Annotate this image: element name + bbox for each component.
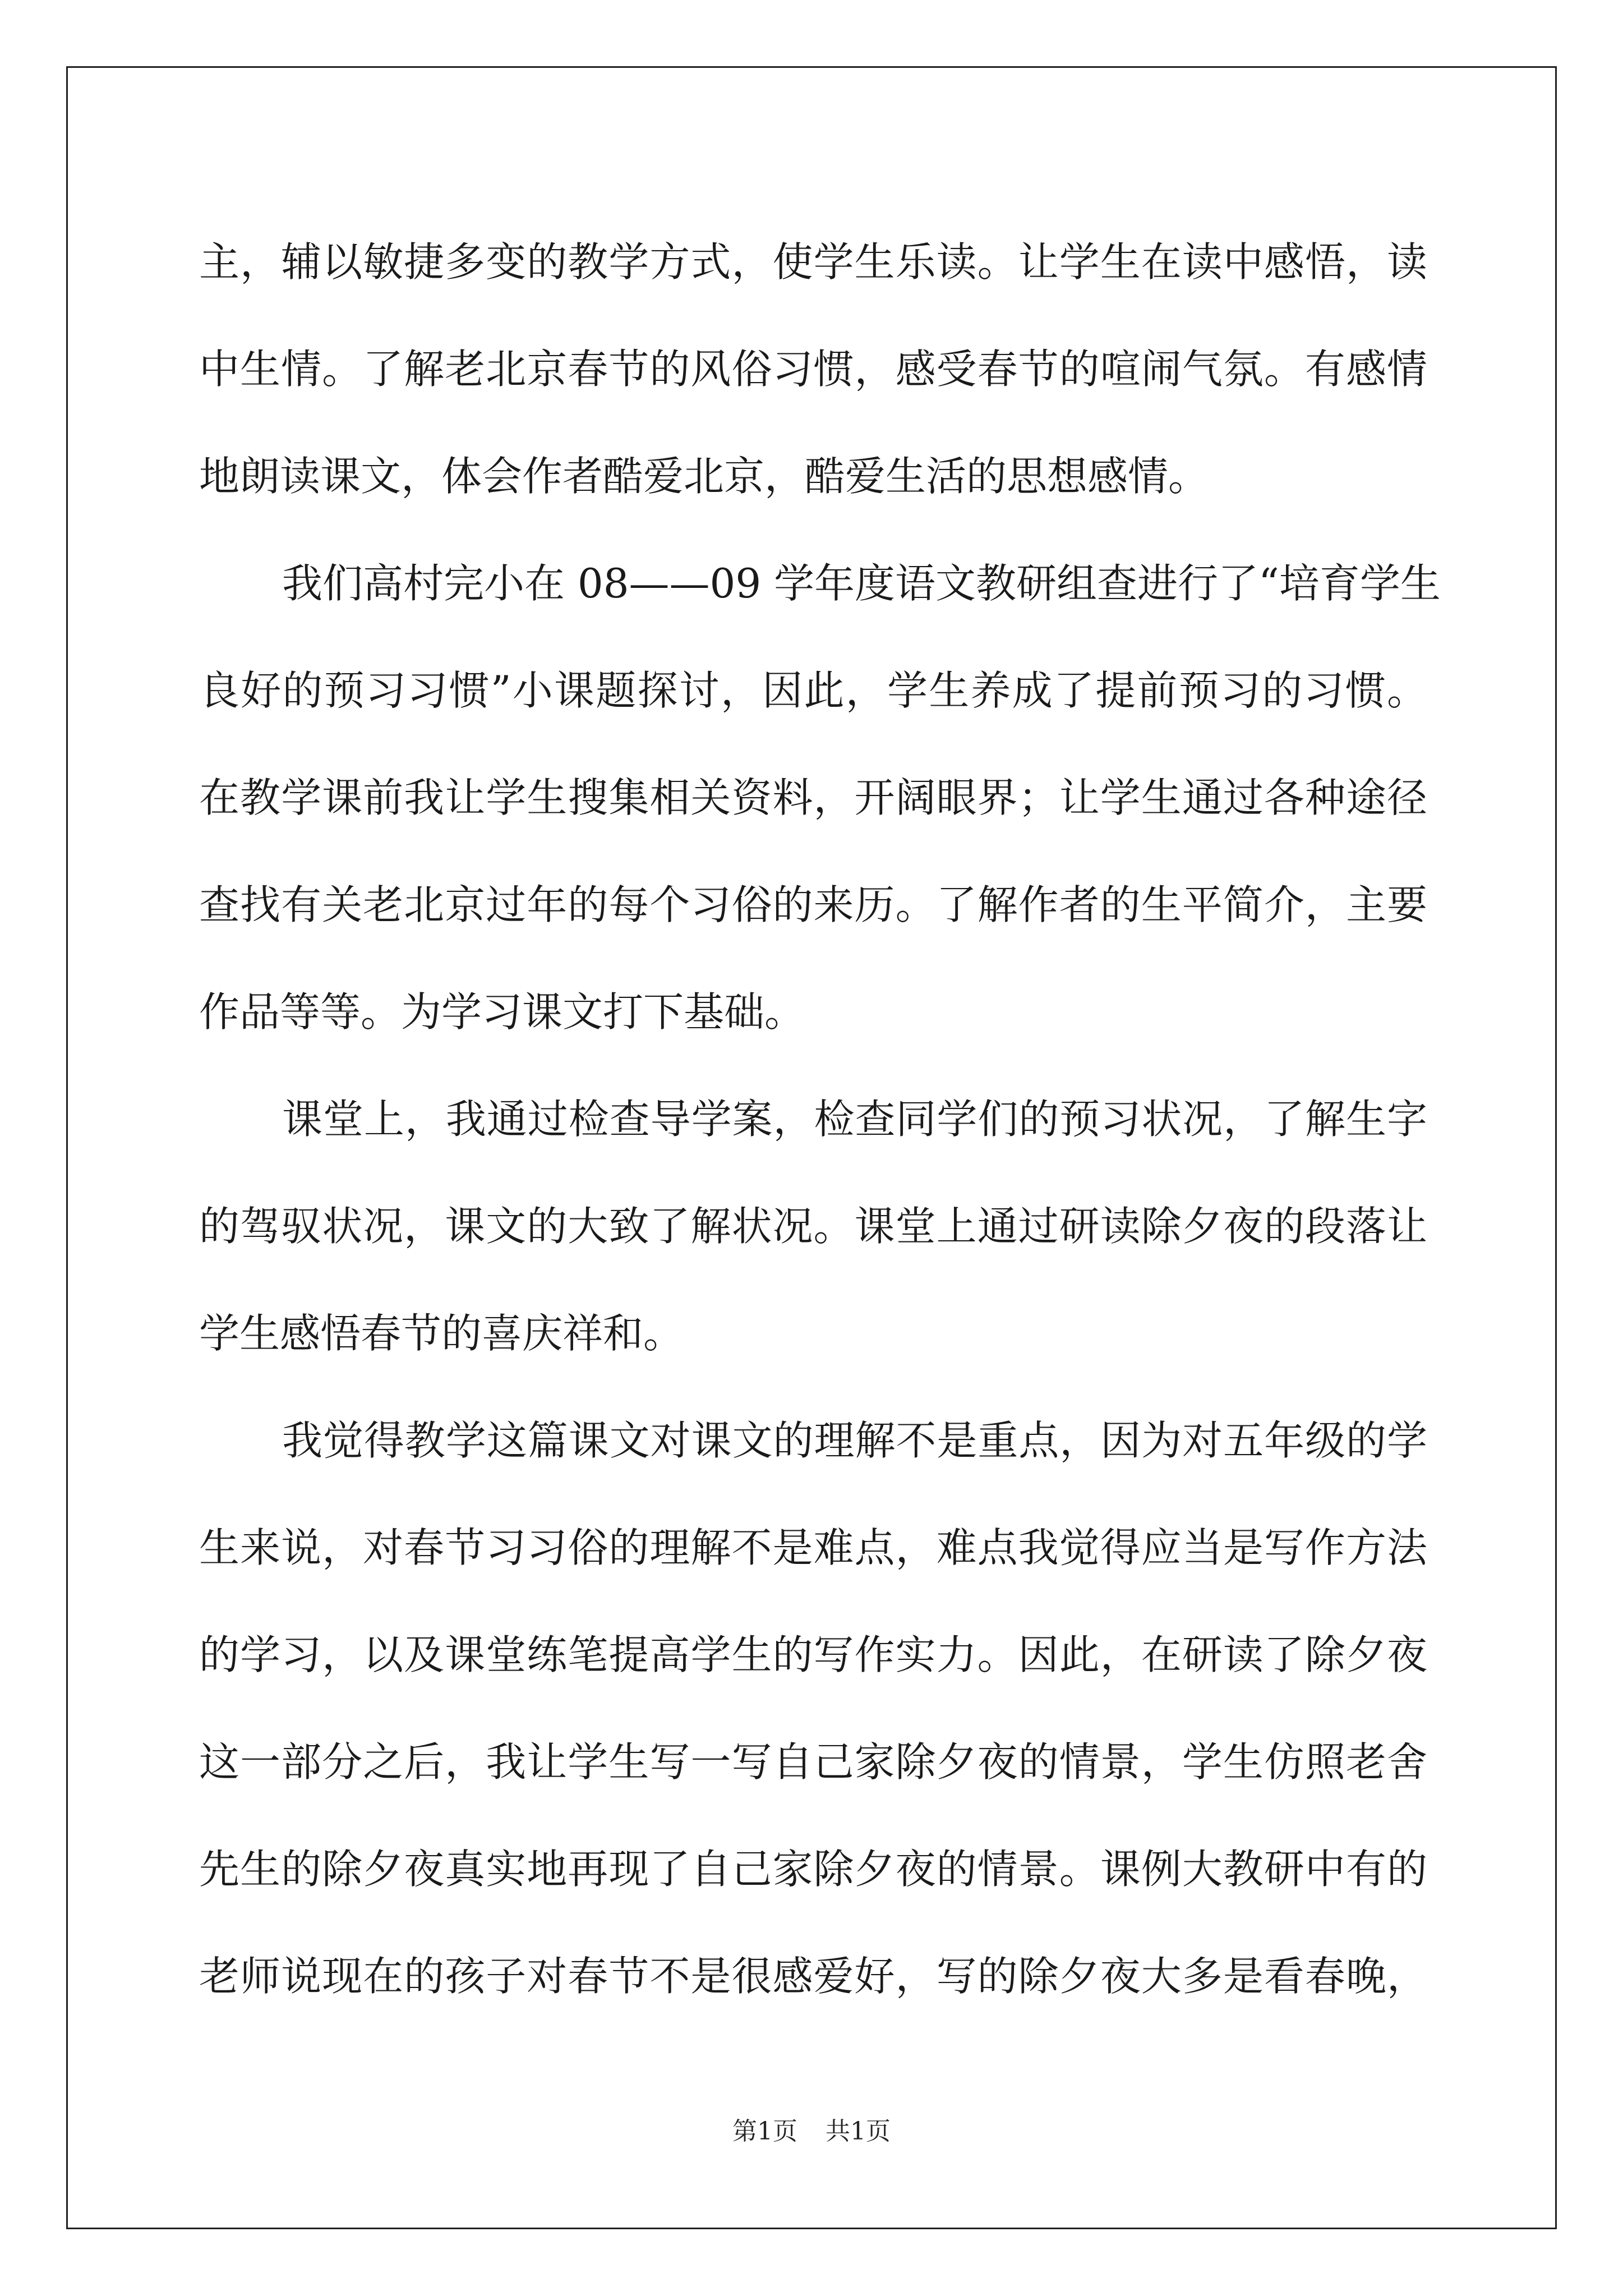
text-line: 的驾驭状况，课文的大致了解状况。课堂上通过研读除夕夜的段落让 (199, 1203, 1427, 1250)
text-line: 我觉得教学这篇课文对课文的理解不是重点，因为对五年级的学 (282, 1417, 1427, 1464)
text-line: 在教学课前我让学生搜集相关资料，开阔眼界；让学生通过各种途径 (199, 774, 1427, 821)
text-line: 学生感悟春节的喜庆祥和。 (199, 1310, 684, 1357)
text-line: 生来说，对春节习习俗的理解不是难点，难点我觉得应当是写作方法 (199, 1524, 1427, 1571)
text-line: 这一部分之后，我让学生写一写自己家除夕夜的情景，学生仿照老舍 (199, 1738, 1427, 1786)
page-number-total: 共1页 (826, 2117, 891, 2146)
page-number-current: 第1页 (732, 2117, 797, 2146)
text-line: 的学习，以及课堂练笔提高学生的写作实力。因此，在研读了除夕夜 (199, 1631, 1427, 1678)
text-line: 中生情。了解老北京春节的风俗习惯，感受春节的喧闹气氛。有感情 (199, 346, 1427, 393)
text-line: 查找有关老北京过年的每个习俗的来历。了解作者的生平简介，主要 (199, 881, 1427, 928)
text-line: 主，辅以敏捷多变的教学方式，使学生乐读。让学生在读中感悟，读 (199, 238, 1427, 286)
text-line: 老师说现在的孩子对春节不是很感爱好，写的除夕夜大多是看春晚， (199, 1953, 1427, 2000)
document-body (199, 209, 1441, 2030)
text-line: 我们高村完小在 08——09 学年度语文教研组查进行了“培育学生 (282, 560, 1441, 607)
text-line: 良好的预习习惯”小课题探讨，因此，学生养成了提前预习的习惯。 (199, 667, 1427, 714)
text-line: 地朗读课文，体会作者酷爱北京，酷爱生活的思想感情。 (199, 453, 1209, 500)
text-line: 作品等等。为学习课文打下基础。 (199, 988, 805, 1036)
page-footer (0, 2115, 1623, 2148)
text-line: 课堂上，我通过检查导学案，检查同学们的预习状况，了解生字 (282, 1096, 1427, 1143)
text-line: 先生的除夕夜真实地再现了自己家除夕夜的情景。课例大教研中有的 (199, 1846, 1427, 1893)
